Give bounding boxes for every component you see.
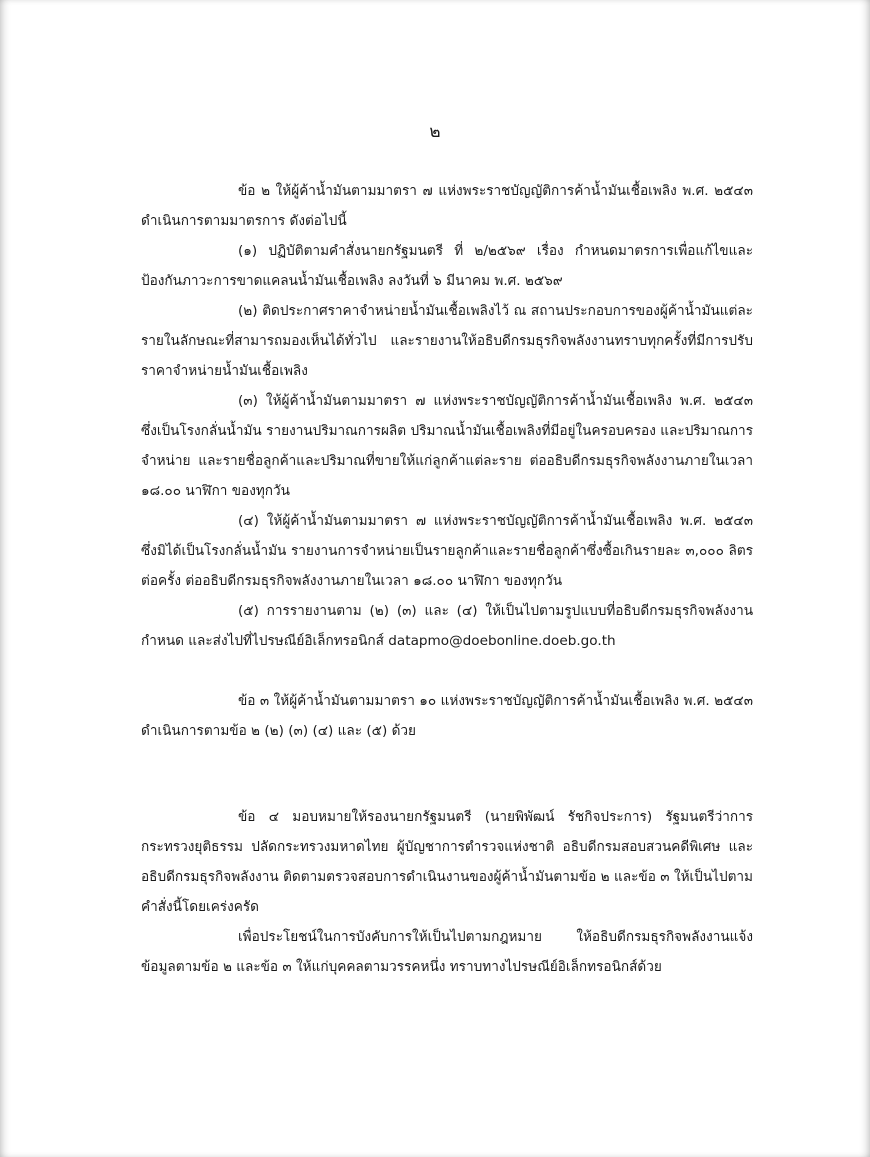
clause-2-item-5 <box>141 596 753 656</box>
clause-2-intro: ข้อ ๒ ให้ผู้ค้าน้ำมันตามมาตรา ๗ แห่งพระราชบัญญัติการค้าน้ำมันเชื้อเพลิง พ.ศ. ๒๕๔๓ ดำเนินการตามมาตรการ ดังต่อไปนี้ <box>141 183 753 229</box>
spacer <box>141 746 753 802</box>
email-address: datapmo@doebonline.doeb.go.th <box>388 633 616 649</box>
page-number: ๒ <box>429 122 441 142</box>
clause-2-item-1: (๑) ปฏิบัติตามคำสั่งนายกรัฐมนตรี ที่ ๒/๒๕๖๙ เรื่อง กำหนดมาตรการเพื่อแก้ไขและป้องกันภาวะการขาดแคลนน้ำมันเชื้อเพลิง ลงวันที่ ๖ มีนาคม พ.ศ. ๒๕๖๙ <box>141 243 753 289</box>
spacer <box>141 656 753 686</box>
clause-2-item-5-text: (๕) การรายงานตาม (๒) (๓) และ (๔) ให้เป็นไปตามรูปแบบที่อธิบดีกรมธุรกิจพลังงานกำหนด และส่งไปที่ไปรษณีย์อิเล็กทรอนิกส์ <box>141 603 753 649</box>
clause-4: ข้อ ๔ มอบหมายให้รองนายกรัฐมนตรี (นายพิพัฒน์ รัชกิจประการ) รัฐมนตรีว่าการกระทรวงยุติธรรม ปลัดกระทรวงมหาดไทย ผู้บัญชาการตำรวจแห่งชาติ อธิบดีกรมสอบสวนคดีพิเศษ และอธิบดีกรมธุรกิจพลังงาน ติดตามตรวจสอบการดำเนินงานของผู้ค้าน้ำมันตามข้อ ๒ และข้อ ๓ ให้เป็นไปตามคำสั่งนี้โดยเคร่งครัด <box>141 809 753 915</box>
clause-3: ข้อ ๓ ให้ผู้ค้าน้ำมันตามมาตรา ๑๐ แห่งพระราชบัญญัติการค้าน้ำมันเชื้อเพลิง พ.ศ. ๒๕๔๓ ดำเนินการตามข้อ ๒ (๒) (๓) (๔) และ (๕) ด้วย <box>141 693 753 739</box>
document-body <box>141 176 753 982</box>
clause-2-item-4: (๔) ให้ผู้ค้าน้ำมันตามมาตรา ๗ แห่งพระราชบัญญัติการค้าน้ำมันเชื้อเพลิง พ.ศ. ๒๕๔๓ ซึ่งมิได้เป็นโรงกลั่นน้ำมัน รายงานการจำหน่ายเป็นรายลูกค้าและรายชื่อลูกค้าซึ่งซื้อเกินรายละ ๓,๐๐๐ ลิตรต่อครั้ง ต่ออธิบดีกรมธุรกิจพลังงานภายในเวลา ๑๘.๐๐ นาฬิกา ของทุกวัน <box>141 513 753 589</box>
clause-4-followup: เพื่อประโยชน์ในการบังคับการให้เป็นไปตามกฎหมาย ให้อธิบดีกรมธุรกิจพลังงานแจ้งข้อมูลตามข้อ ๒ และข้อ ๓ ให้แก่บุคคลตามวรรคหนึ่ง ทราบทางไปรษณีย์อิเล็กทรอนิกส์ด้วย <box>141 929 753 975</box>
clause-2-item-3: (๓) ให้ผู้ค้าน้ำมันตามมาตรา ๗ แห่งพระราชบัญญัติการค้าน้ำมันเชื้อเพลิง พ.ศ. ๒๕๔๓ ซึ่งเป็นโรงกลั่นน้ำมัน รายงานปริมาณการผลิต ปริมาณน้ำมันเชื้อเพลิงที่มีอยู่ในครอบครอง และปริมาณการจำหน่าย และรายชื่อลูกค้าและปริมาณที่ขายให้แก่ลูกค้าแต่ละราย ต่ออธิบดีกรมธุรกิจพลังงานภายในเวลา ๑๘.๐๐ นาฬิกา ของทุกวัน <box>141 393 753 499</box>
clause-2-item-2: (๒) ติดประกาศราคาจำหน่ายน้ำมันเชื้อเพลิงไว้ ณ สถานประกอบการของผู้ค้าน้ำมันแต่ละรายในลักษณะที่สามารถมองเห็นได้ทั่วไป และรายงานให้อธิบดีกรมธุรกิจพลังงานทราบทุกครั้งที่มีการปรับราคาจำหน่ายน้ำมันเชื้อเพลิง <box>141 303 753 379</box>
